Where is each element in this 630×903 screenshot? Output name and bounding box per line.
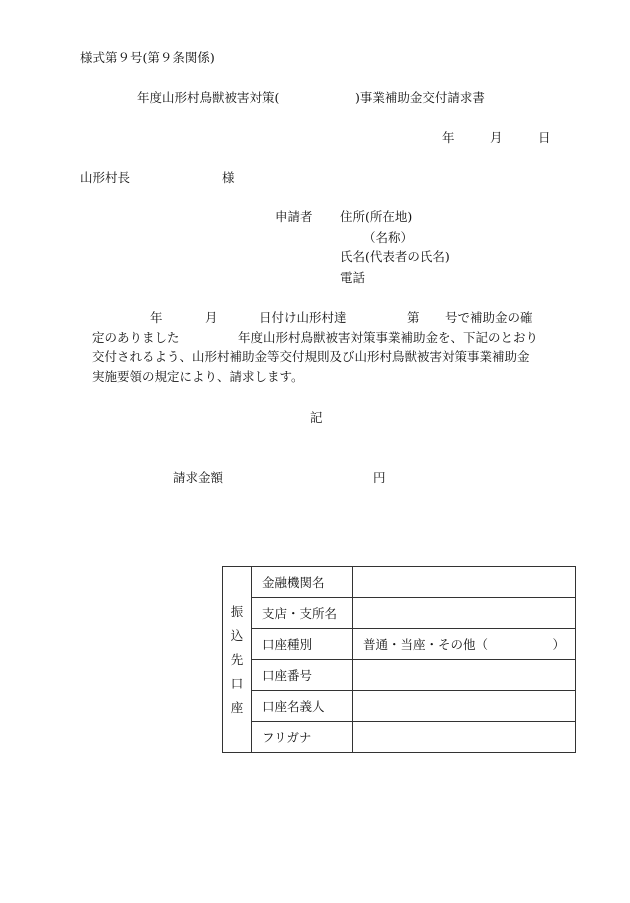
applicant-label: 申請者: [275, 209, 313, 224]
applicant-address: 住所(所在地): [340, 209, 413, 224]
account-holder-field[interactable]: [353, 691, 576, 722]
addressee-name: 山形村長: [80, 170, 131, 185]
title-prefix: 年度山形村鳥獣被害対策(: [137, 90, 280, 105]
body-l1-dai: 第: [407, 310, 420, 325]
furigana-field[interactable]: [353, 722, 576, 753]
account-number-label: 口座番号: [252, 660, 353, 691]
date-month: 月: [490, 130, 503, 145]
body-line-3: 交付されるよう、山形村補助金等交付規則及び山形村鳥獣被害対策事業補助金: [92, 349, 530, 364]
account-type-field[interactable]: [353, 629, 576, 660]
header-char: 座: [230, 699, 244, 715]
branch-name-field[interactable]: [353, 598, 576, 629]
title-suffix: )事業補助金交付請求書: [355, 90, 485, 105]
date-year: 年: [442, 130, 455, 145]
body-line-4: 実施要領の規定により、請求します。: [92, 369, 304, 384]
body-l2-start: 定のありました: [92, 330, 180, 345]
bank-name-label: 金融機関名: [252, 567, 353, 598]
header-char: 先: [230, 651, 244, 667]
account-type-label: 口座種別: [252, 629, 353, 660]
ki-marker: 記: [310, 410, 323, 425]
applicant-org-name: （名称）: [363, 230, 414, 245]
form-number: 様式第９号(第９条関係): [80, 50, 215, 65]
body-l2-rest: 年度山形村鳥獣被害対策事業補助金を、下記のとおり: [238, 330, 539, 345]
applicant-phone: 電話: [340, 270, 366, 285]
branch-name-label: 支店・支所名: [252, 598, 353, 629]
body-l1-month: 月: [205, 310, 218, 325]
table-row: [223, 567, 576, 598]
date-day: 日: [538, 130, 551, 145]
transfer-account-header: [223, 567, 252, 753]
table-row: [223, 629, 576, 660]
addressee-honorific: 様: [222, 170, 235, 185]
header-char: 振: [230, 603, 244, 619]
body-l1-rest: 号で補助金の確: [445, 310, 533, 325]
request-amount-label: 請求金額: [173, 470, 224, 485]
applicant-name: 氏名(代表者の氏名): [340, 249, 450, 264]
table-row: [223, 660, 576, 691]
bank-name-field[interactable]: [353, 567, 576, 598]
bank-account-table: [222, 566, 576, 753]
header-char: 口: [230, 675, 244, 691]
table-row: [223, 691, 576, 722]
account-type-options: 普通・当座・その他（: [363, 637, 489, 652]
account-number-field[interactable]: [353, 660, 576, 691]
body-l1-dated: 日付け山形村達: [259, 310, 347, 325]
account-holder-label: 口座名義人: [252, 691, 353, 722]
table-row: [223, 722, 576, 753]
account-type-close-paren: ）: [552, 637, 565, 652]
header-char: 込: [230, 627, 244, 643]
table-row: [223, 598, 576, 629]
request-amount-unit: 円: [373, 470, 386, 485]
body-l1-year: 年: [150, 310, 163, 325]
furigana-label: フリガナ: [252, 722, 353, 753]
